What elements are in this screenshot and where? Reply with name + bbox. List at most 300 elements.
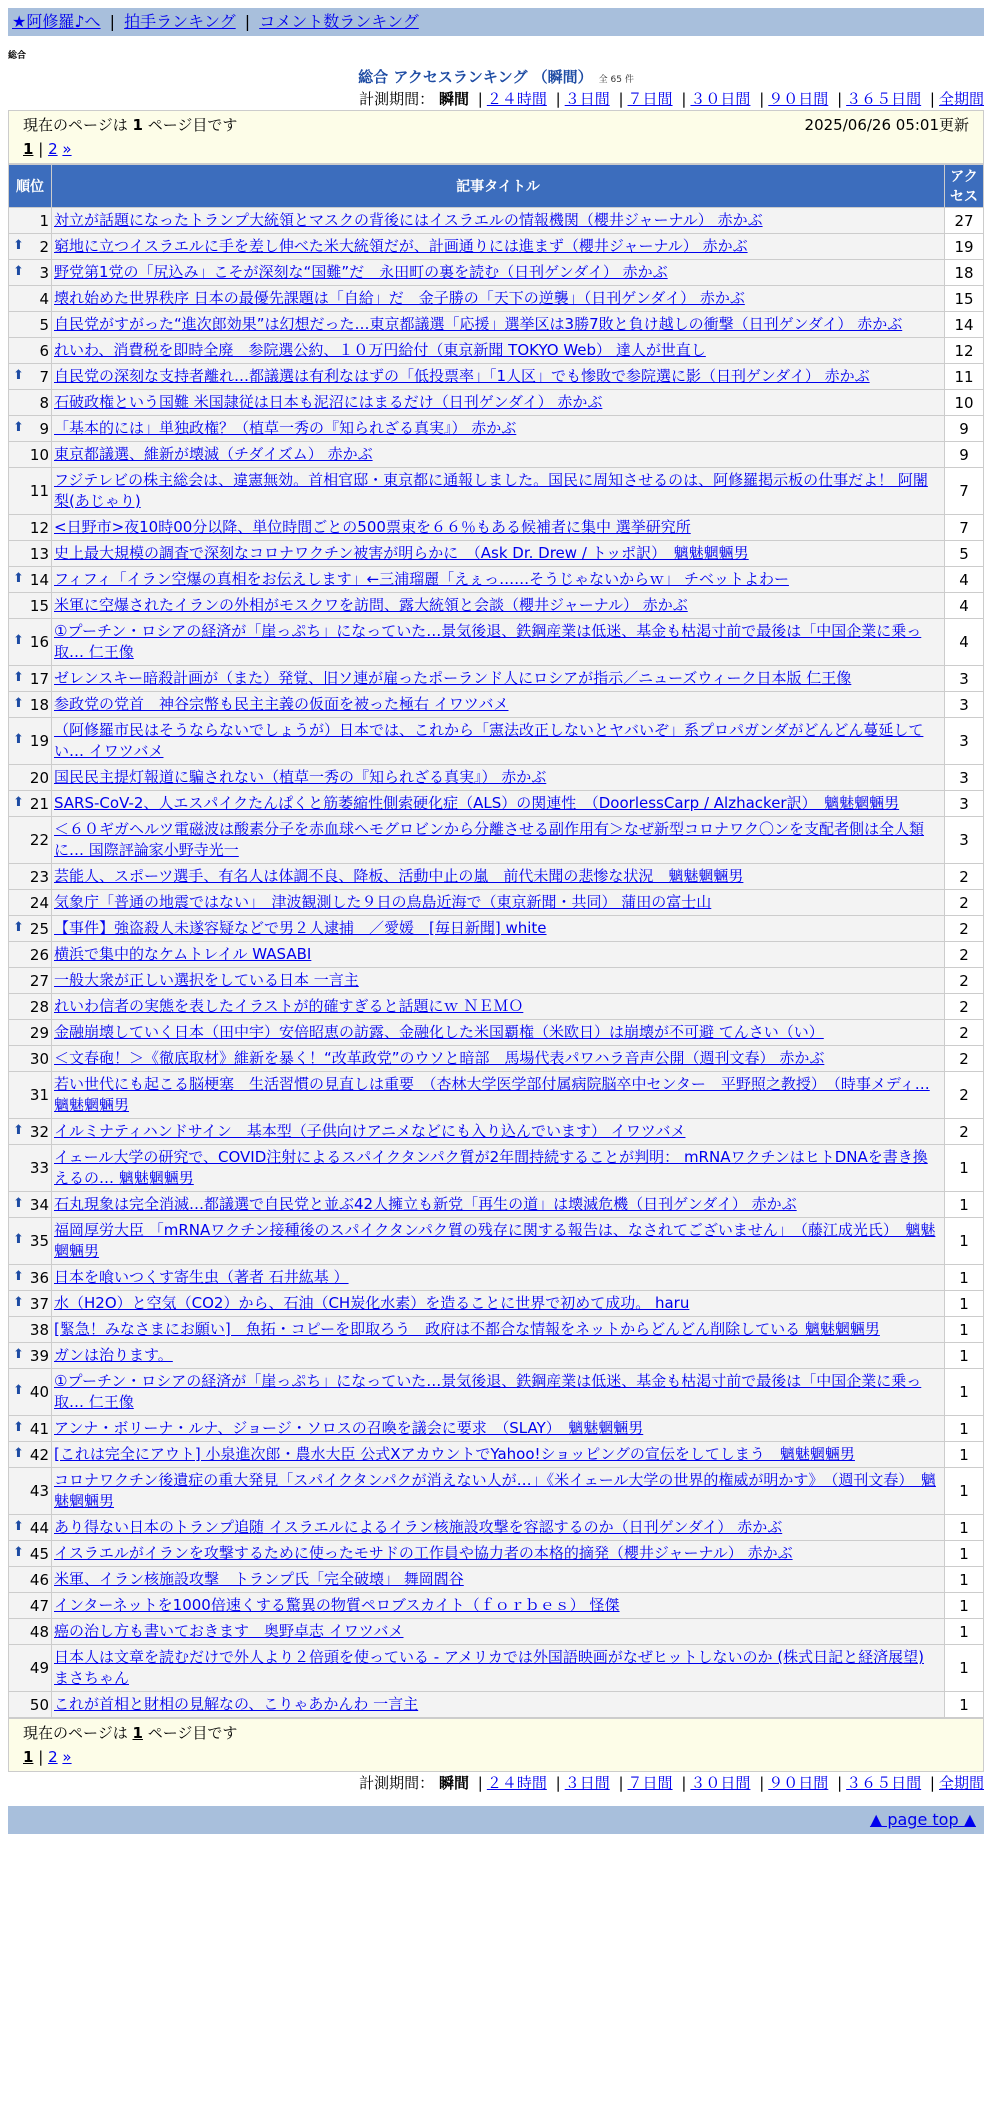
access-count: 1 [945, 1692, 984, 1718]
rank-number: 36 [29, 1268, 49, 1287]
rank-cell [9, 1218, 52, 1265]
table-row [9, 1442, 984, 1468]
title-cell [52, 338, 945, 364]
title-cell [52, 916, 945, 942]
article-link[interactable]: 東京都議選、維新が壊滅（チダイズム） 赤かぶ [54, 445, 373, 463]
rank-up-arrow-icon: ⬆ [13, 633, 24, 648]
rank-cell [9, 1416, 52, 1442]
rank-number: 7 [39, 367, 49, 386]
rank-cell [9, 312, 52, 338]
access-count: 1 [945, 1317, 984, 1343]
article-link[interactable]: 癌の治し方も書いておきます 奥野卓志 イワツバメ [54, 1622, 404, 1640]
period-link-7d[interactable]: ７日間 [627, 90, 673, 108]
table-row [9, 1218, 984, 1265]
period-link-7d[interactable]: ７日間 [627, 1774, 673, 1792]
title-cell [52, 1265, 945, 1291]
access-count: 5 [945, 541, 984, 567]
rank-number: 3 [39, 263, 49, 282]
title-cell [52, 468, 945, 515]
rank-number: 35 [29, 1232, 49, 1250]
title-cell [52, 765, 945, 791]
rank-number: 40 [29, 1383, 49, 1401]
article-link[interactable]: SARS-CoV-2、人エスパイクたんぱくと筋萎縮性側索硬化症（ALS）の関連性 （DoorlessCarp / Alzhacker訳） 魑魅魍魎男 [54, 794, 900, 812]
article-link[interactable]: 対立が話題になったトランプ大統領とマスクの背後にはイスラエルの情報機関（櫻井ジャーナル） 赤かぶ [54, 211, 763, 229]
rank-cell [9, 1567, 52, 1593]
table-row [9, 468, 984, 515]
rank-up-arrow-icon: ⬆ [13, 237, 24, 253]
article-link[interactable]: 米軍に空爆されたイランの外相がモスクワを訪問、露大統領と会談（櫻井ジャーナル） 赤かぶ [54, 596, 688, 614]
access-count: 7 [945, 468, 984, 515]
article-link[interactable]: ①プーチン・ロシアの経済が「崖っぷち」になっていた…景気後退、鉄鋼産業は低迷、基金も枯渇寸前で最後は「中国企業に乗っ取… 仁王像 [54, 622, 922, 661]
period-link-365d[interactable]: ３６５日間 [846, 90, 922, 108]
rank-cell [9, 1046, 52, 1072]
rank-cell [9, 890, 52, 916]
rank-number: 29 [29, 1023, 49, 1042]
clap-ranking-link[interactable]: 拍手ランキング [124, 12, 236, 31]
article-link[interactable]: 水（H2O）と空気（CO2）から、石油（CH炭化水素）を造ることに世界で初めて成功。 haru [54, 1294, 690, 1312]
access-count: 1 [945, 1145, 984, 1192]
table-row [9, 791, 984, 817]
period-link-365d[interactable]: ３６５日間 [846, 1774, 922, 1792]
article-link[interactable]: 横浜で集中的なケムトレイル WASABI [54, 945, 312, 963]
title-cell [52, 416, 945, 442]
table-row [9, 1072, 984, 1119]
access-count: 15 [945, 286, 984, 312]
rank-cell [9, 567, 52, 593]
title-cell [52, 1416, 945, 1442]
home-link[interactable]: ★阿修羅♪へ [12, 12, 101, 31]
rank-cell [9, 1645, 52, 1692]
title-cell [52, 666, 945, 692]
rank-cell [9, 1317, 52, 1343]
table-row [9, 1046, 984, 1072]
rank-number: 28 [29, 997, 49, 1016]
table-row [9, 260, 984, 286]
rank-number: 30 [29, 1049, 49, 1068]
access-count: 1 [945, 1369, 984, 1416]
rank-number: 23 [29, 867, 49, 886]
rank-up-arrow-icon: ⬆ [13, 570, 24, 586]
access-count: 1 [945, 1416, 984, 1442]
access-count: 7 [945, 515, 984, 541]
access-count: 11 [945, 364, 984, 390]
rank-cell [9, 1020, 52, 1046]
article-link[interactable]: フィフィ「イラン空爆の真相をお伝えします」←三浦瑠麗「えぇっ……そうじゃないからｗ」 チベットよわー [54, 570, 789, 588]
rank-number: 15 [29, 596, 49, 615]
period-selector-top: 計測期間： 瞬間 | ２４時間 | ３日間 | ７日間 | ３０日間 | ９０日間 | ３６５日間 | 全期間 [359, 90, 984, 108]
title-cell [52, 1442, 945, 1468]
rank-number: 47 [29, 1596, 49, 1615]
access-count: 1 [945, 1442, 984, 1468]
article-link[interactable]: 米軍、イラン核施設攻撃 トランプ氏「完全破壊」 舞岡閻谷 [54, 1570, 464, 1588]
table-row [9, 1192, 984, 1218]
title-cell [52, 692, 945, 718]
access-count: 1 [945, 1541, 984, 1567]
article-link[interactable]: 国民民主提灯報道に騙されない（植草一秀の『知られざる真実』） 赤かぶ [54, 768, 547, 786]
article-link[interactable]: 若い世代にも起こる脳梗塞 生活習慣の見直しは重要 （杏林大学医学部付属病院脳卒中センター 平野照之教授） （時事メディ… 魑魅魍魎男 [54, 1075, 930, 1114]
period-link-90d[interactable]: ９０日間 [768, 1774, 829, 1792]
next-page-link[interactable]: » [62, 140, 72, 158]
page [8, 8, 984, 1834]
table-row [9, 1265, 984, 1291]
table-row [9, 442, 984, 468]
rank-up-arrow-icon: ⬆ [13, 1383, 24, 1398]
rank-number: 12 [29, 518, 49, 537]
table-row [9, 666, 984, 692]
category-label: 総合 [8, 51, 27, 61]
article-link[interactable]: 福岡厚労大臣 「mRNAワクチン接種後のスパイクタンパク質の残存に関する報告は、なされてございません」 （藤江成光氏） 魑魅魍魎男 [54, 1221, 936, 1260]
title-cell [52, 1072, 945, 1119]
table-row [9, 541, 984, 567]
top-nav-bar [8, 8, 984, 36]
rank-up-arrow-icon: ⬆ [13, 1195, 24, 1211]
article-link[interactable]: 芸能人、スポーツ選手、有名人は体調不良、降板、活動中止の嵐 前代未聞の悲惨な状況 魑魅魍魎男 [54, 867, 744, 885]
rank-number: 49 [29, 1659, 49, 1677]
access-count: 2 [945, 890, 984, 916]
rank-cell [9, 208, 52, 234]
period-link-all[interactable]: 全期間 [938, 1774, 984, 1792]
rank-number: 13 [29, 544, 49, 563]
period-link-24h[interactable]: ２４時間 [486, 90, 547, 108]
period-selector-bottom: 計測期間： 瞬間 | ２４時間 | ３日間 | ７日間 | ３０日間 | ９０日間 | ３６５日間 | 全期間 [359, 1774, 984, 1792]
access-count: 3 [945, 791, 984, 817]
access-count: 2 [945, 864, 984, 890]
table-row [9, 1468, 984, 1515]
ranking-table [8, 164, 984, 1718]
rank-number: 24 [29, 893, 49, 912]
rank-cell [9, 1369, 52, 1416]
rank-cell [9, 765, 52, 791]
article-link[interactable]: 日本人は文章を読むだけで外人より２倍頭を使っている - アメリカでは外国語映画がなぜヒットしないのか (株式日記と経済展望) まさちゃん [54, 1648, 924, 1687]
article-link[interactable]: ＜６０ギガヘルツ電磁波は酸素分子を赤血球ヘモグロビンから分離させる副作用有＞なぜ新型コロナワク〇ンを支配者側は全人類に… 国際評論家小野寺光一 [54, 820, 925, 859]
title-cell [52, 1541, 945, 1567]
next-page-link[interactable]: » [62, 1748, 72, 1766]
access-count: 2 [945, 968, 984, 994]
access-count: 1 [945, 1291, 984, 1317]
title-cell [52, 1343, 945, 1369]
article-link[interactable]: 気象庁「普通の地震ではない」 津波観測した９日の鳥島近海で（東京新聞・共同） 蒲田の富士山 [54, 893, 712, 911]
rank-up-arrow-icon: ⬆ [13, 1294, 24, 1310]
access-count: 2 [945, 916, 984, 942]
article-link[interactable]: 石丸現象は完全消滅…都議選で自民党と並ぶ42人擁立も新党「再生の道」は壊滅危機（日刊ゲンダイ） 赤かぶ [54, 1195, 797, 1213]
article-link[interactable]: 日本を喰いつくす寄生虫（著者 石井紘基 ） [54, 1268, 349, 1286]
title-cell [52, 286, 945, 312]
article-link[interactable]: 野党第1党の「尻込み」こそが深刻な“国難”だ 永田町の裏を読む（日刊ゲンダイ） 赤かぶ [54, 263, 668, 281]
rank-number: 10 [29, 445, 49, 464]
access-count: 27 [945, 208, 984, 234]
access-count: 9 [945, 416, 984, 442]
rank-number: 25 [29, 919, 49, 938]
rank-number: 2 [39, 237, 49, 256]
title-cell [52, 864, 945, 890]
period-label: 計測期間： [359, 90, 435, 108]
article-link[interactable]: [緊急！みなさまにお願い] 魚拓・コピーを即取ろう 政府は不都合な情報をネットからどんどん削除している 魑魅魍魎男 [54, 1320, 880, 1338]
rank-number: 50 [29, 1695, 49, 1714]
rank-cell [9, 942, 52, 968]
article-link[interactable]: 史上最大規模の調査で深刻なコロナワクチン被害が明らかに （Ask Dr. Drew / トッポ訳） 魑魅魍魎男 [54, 544, 749, 562]
rank-up-arrow-icon: ⬆ [13, 1122, 24, 1138]
comment-ranking-link[interactable]: コメント数ランキング [259, 12, 419, 31]
rank-number: 39 [29, 1346, 49, 1365]
article-link[interactable]: 壊れ始めた世界秩序 日本の最優先課題は「自給」だ 金子勝の「天下の逆襲」（日刊ゲンダイ） 赤かぶ [54, 289, 745, 307]
rank-cell [9, 1145, 52, 1192]
rank-cell [9, 1692, 52, 1718]
rank-up-arrow-icon: ⬆ [13, 669, 24, 685]
pagination-bottom: 現在のページは 1 ページ目です 1 | 2 » [8, 1718, 984, 1772]
access-count: 2 [945, 942, 984, 968]
table-row [9, 286, 984, 312]
table-row [9, 994, 984, 1020]
table-row [9, 1369, 984, 1416]
rank-cell [9, 994, 52, 1020]
article-link[interactable]: れいわ、消費税を即時全廃 参院選公約、１０万円給付（東京新聞 TOKYO Web） 達人が世直し [54, 341, 706, 359]
article-link[interactable]: これが首相と財相の見解なの、こりゃあかんわ 一言主 [54, 1695, 419, 1713]
rank-number: 14 [29, 570, 49, 589]
table-row [9, 1593, 984, 1619]
access-count: 4 [945, 593, 984, 619]
rank-cell [9, 666, 52, 692]
rank-cell [9, 1119, 52, 1145]
article-link[interactable]: イェール大学の研究で、COVID注射によるスパイクタンパク質が2年間持続することが判明： mRNAワクチンはヒトDNAを書き換えるの… 魑魅魍魎男 [54, 1148, 928, 1187]
title-cell [52, 593, 945, 619]
access-count: 3 [945, 692, 984, 718]
rank-cell [9, 260, 52, 286]
title-cell [52, 1192, 945, 1218]
title-cell [52, 541, 945, 567]
col-rank: 順位 [9, 165, 52, 208]
access-count: 18 [945, 260, 984, 286]
table-row [9, 916, 984, 942]
page-status: 現在のページは 1 ページ目です [23, 116, 238, 134]
article-link[interactable]: 石破政権という国難 米国隷従は日本も泥沼にはまるだけ（日刊ゲンダイ） 赤かぶ [54, 393, 603, 411]
access-count: 3 [945, 718, 984, 765]
title-cell [52, 1218, 945, 1265]
article-link[interactable]: （阿修羅市民はそうならないでしょうが）日本では、これから「憲法改正しないとヤバいぞ」系プロパガンダがどんどん蔓延してい… イワツバメ [54, 721, 924, 760]
article-link[interactable]: ①プーチン・ロシアの経済が「崖っぷち」になっていた…景気後退、鉄鋼産業は低迷、基金も枯渇寸前で最後は「中国企業に乗っ取… 仁王像 [54, 1372, 922, 1411]
access-count: 1 [945, 1515, 984, 1541]
title-cell [52, 1317, 945, 1343]
rank-cell [9, 692, 52, 718]
table-row [9, 234, 984, 260]
table-row [9, 515, 984, 541]
period-link-all[interactable]: 全期間 [938, 90, 984, 108]
rank-cell [9, 593, 52, 619]
rank-cell [9, 390, 52, 416]
rank-up-arrow-icon: ⬆ [13, 794, 24, 810]
rank-cell [9, 541, 52, 567]
title-cell [52, 1692, 945, 1718]
nav-separator: | [109, 12, 116, 31]
article-link[interactable]: あり得ない日本のトランプ追随 イスラエルによるイラン核施設攻撃を容認するのか（日刊ゲンダイ） 赤かぶ [54, 1518, 783, 1536]
rank-cell [9, 364, 52, 390]
rank-number: 46 [29, 1570, 49, 1589]
col-access: アクセス [945, 165, 984, 208]
rank-cell [9, 1192, 52, 1218]
rank-cell [9, 234, 52, 260]
rank-number: 45 [29, 1544, 49, 1563]
article-link[interactable]: ゼレンスキー暗殺計画が（また）発覚、旧ソ連が雇ったポーランド人にロシアが指示／ニューズウィーク日本版 仁王像 [54, 669, 852, 687]
rank-number: 42 [29, 1445, 49, 1464]
table-row [9, 593, 984, 619]
title-cell [52, 1020, 945, 1046]
table-row [9, 968, 984, 994]
table-row [9, 567, 984, 593]
article-link[interactable]: 窮地に立つイスラエルに手を差し伸べた米大統領だが、計画通りには進まず（櫻井ジャーナル） 赤かぶ [54, 237, 748, 255]
rank-number: 11 [29, 482, 49, 500]
title-cell [52, 1567, 945, 1593]
access-count: 4 [945, 619, 984, 666]
footer-bar [8, 1806, 984, 1834]
rank-cell [9, 1442, 52, 1468]
title-cell [52, 619, 945, 666]
access-count: 1 [945, 1645, 984, 1692]
access-count: 14 [945, 312, 984, 338]
article-link[interactable]: 自民党がすがった“進次郎効果”は幻想だった…東京都議選「応援」選挙区は3勝7敗と負け越しの衝撃（日刊ゲンダイ） 赤かぶ [54, 315, 903, 333]
rank-cell [9, 515, 52, 541]
rank-number: 37 [29, 1294, 49, 1313]
title-cell [52, 890, 945, 916]
article-link[interactable]: インターネットを1000倍速くする驚異の物質ペロブスカイト（ｆｏｒｂｅｓ） 怪傑 [54, 1596, 620, 1614]
page-title [8, 66, 984, 88]
article-link[interactable]: 自民党の深刻な支持者離れ…都議選は有利なはずの「低投票率」「1人区」でも惨敗で参院選に影（日刊ゲンダイ） 赤かぶ [54, 367, 870, 385]
rank-up-arrow-icon: ⬆ [13, 1445, 24, 1461]
col-title: 記事タイトル [52, 165, 945, 208]
table-row [9, 1343, 984, 1369]
rank-number: 18 [29, 695, 49, 714]
period-link-30d[interactable]: ３０日間 [690, 90, 751, 108]
rank-cell [9, 1619, 52, 1645]
table-row [9, 1291, 984, 1317]
title-cell [52, 1468, 945, 1515]
total-count: 全 65 件 [598, 75, 634, 85]
title-cell [52, 260, 945, 286]
rank-up-arrow-icon: ⬆ [13, 1419, 24, 1435]
period-link-30d[interactable]: ３０日間 [690, 1774, 751, 1792]
title-cell [52, 1291, 945, 1317]
table-row [9, 1515, 984, 1541]
title-cell [52, 515, 945, 541]
page-top-link[interactable]: ▲ page top ▲ [869, 1810, 976, 1829]
rank-up-arrow-icon: ⬆ [13, 919, 24, 935]
rank-up-arrow-icon: ⬆ [13, 1268, 24, 1284]
rank-cell [9, 718, 52, 765]
title-cell [52, 968, 945, 994]
nav-separator: | [244, 12, 251, 31]
rank-cell [9, 817, 52, 864]
access-count: 12 [945, 338, 984, 364]
table-row [9, 1020, 984, 1046]
rank-up-arrow-icon: ⬆ [13, 1544, 24, 1560]
article-link[interactable]: イスラエルがイランを攻撃するために使ったモサドの工作員や協力者の本格的摘発（櫻井ジャーナル） 赤かぶ [54, 1544, 793, 1562]
period-link-3d[interactable]: ３日間 [564, 90, 610, 108]
rank-up-arrow-icon: ⬆ [13, 732, 24, 747]
rank-number: 21 [29, 794, 49, 813]
table-row [9, 718, 984, 765]
title-cell [52, 791, 945, 817]
rank-up-arrow-icon: ⬆ [13, 419, 24, 435]
rank-cell [9, 968, 52, 994]
updated-time: 2025/06/26 05:01更新 [804, 116, 969, 134]
period-link-24h[interactable]: ２４時間 [486, 1774, 547, 1792]
rank-number: 27 [29, 971, 49, 990]
article-link[interactable]: イルミナティハンドサイン 基本型（子供向けアニメなどにも入り込んでいます） イワツバメ [54, 1122, 686, 1140]
article-link[interactable]: <日野市>夜10時00分以降、単位時間ごとの500票束を６６％もある候補者に集中 選挙研究所 [54, 518, 691, 536]
access-count: 1 [945, 1265, 984, 1291]
access-count: 1 [945, 1468, 984, 1515]
access-count: 2 [945, 994, 984, 1020]
rank-cell [9, 1265, 52, 1291]
article-link[interactable]: アンナ・ボリーナ・ルナ、ジョージ・ソロスの召喚を議会に要求 （SLAY） 魑魅魍魎男 [54, 1419, 644, 1437]
title-cell [52, 234, 945, 260]
page-2-link[interactable]: 2 [48, 140, 58, 158]
period-link-90d[interactable]: ９０日間 [768, 90, 829, 108]
rank-number: 4 [39, 289, 49, 308]
table-row [9, 390, 984, 416]
title-cell [52, 1645, 945, 1692]
article-link[interactable]: れいわ信者の実態を表したイラストが的確すぎると話題にｗ ＮＥＭＯ [54, 997, 524, 1015]
article-link[interactable]: ガンは治ります。 [54, 1346, 173, 1364]
table-row [9, 692, 984, 718]
access-count: 1 [945, 1619, 984, 1645]
article-link[interactable]: 【事件】強盗殺人未遂容疑などで男２人逮捕 ／愛媛 [毎日新聞] white [54, 919, 547, 937]
access-count: 3 [945, 817, 984, 864]
rank-cell [9, 1515, 52, 1541]
access-count: 2 [945, 1119, 984, 1145]
article-link[interactable]: 参政党の党首 神谷宗幣も民主主義の仮面を被った極右 イワツバメ [54, 695, 509, 713]
rank-cell [9, 416, 52, 442]
title-cell [52, 390, 945, 416]
title-cell [52, 567, 945, 593]
table-row [9, 1692, 984, 1718]
article-link[interactable]: フジテレビの株主総会は、違憲無効。首相官邸・東京都に通報しました。国民に周知させるのは、阿修羅掲示板の仕事だよ！ 阿闍梨(あじゃり) [54, 471, 928, 510]
rank-cell [9, 286, 52, 312]
table-row [9, 416, 984, 442]
article-link[interactable]: 金融崩壊していく日本（田中宇）安倍昭恵の訪露、金融化した米国覇権（米欧日）は崩壊が不可避 てんさい（い） [54, 1023, 824, 1041]
rank-cell [9, 338, 52, 364]
rank-cell [9, 1593, 52, 1619]
article-link[interactable]: コロナワクチン後遺症の重大発見「スパイクタンパクが消えない人が…」《米イェール大学の世界的権威が明かす》 （週刊文春） 魑魅魍魎男 [54, 1471, 936, 1510]
rank-cell [9, 1291, 52, 1317]
access-count: 3 [945, 666, 984, 692]
article-link[interactable]: 一般大衆が正しい選択をしている日本 一言主 [54, 971, 359, 989]
article-link[interactable]: [これは完全にアウト] 小泉進次郎・農水大臣 公式XアカウントでYahoo!ショッピングの宣伝をしてしまう 魑魅魍魎男 [54, 1445, 855, 1463]
rank-number: 32 [29, 1122, 49, 1141]
article-link[interactable]: 「基本的には」単独政権？（植草一秀の『知られざる真実』） 赤かぶ [54, 419, 517, 437]
rank-up-arrow-icon: ⬆ [13, 695, 24, 711]
table-row [9, 1416, 984, 1442]
table-row [9, 208, 984, 234]
period-current: 瞬間 [438, 90, 469, 108]
table-row [9, 1119, 984, 1145]
table-row [9, 1619, 984, 1645]
table-row [9, 765, 984, 791]
page-2-link[interactable]: 2 [48, 1748, 58, 1766]
title-cell [52, 994, 945, 1020]
article-link[interactable]: ＜文春砲！＞《徹底取材》維新を暴く！“改革政党”のウソと暗部 馬場代表パワハラ音声公開（週刊文春） 赤かぶ [54, 1049, 825, 1067]
period-link-3d[interactable]: ３日間 [564, 1774, 610, 1792]
table-row [9, 817, 984, 864]
rank-number: 48 [29, 1622, 49, 1641]
rank-cell [9, 791, 52, 817]
title-cell [52, 364, 945, 390]
rank-number: 9 [39, 419, 49, 438]
title-cell [52, 1119, 945, 1145]
rank-number: 5 [39, 315, 49, 334]
access-count: 1 [945, 1593, 984, 1619]
rank-number: 1 [39, 211, 49, 230]
access-count: 1 [945, 1343, 984, 1369]
rank-cell [9, 1468, 52, 1515]
